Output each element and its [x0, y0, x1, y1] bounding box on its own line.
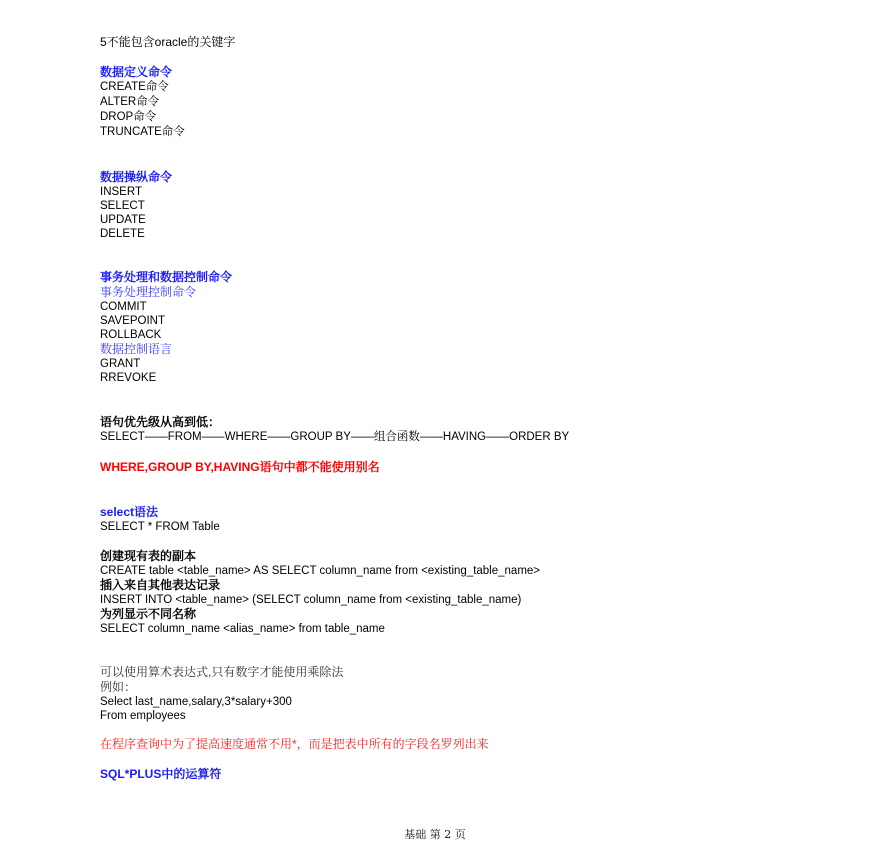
- insert-from-code: INSERT INTO <table_name> (SELECT column_name from <existing_table_name): [100, 594, 522, 606]
- dml-item: DELETE: [100, 228, 145, 240]
- star-note: 在程序查询中为了提高速度通常不用*，而是把表中所有的字段名罗列出来: [100, 737, 489, 751]
- example-label: 例如：: [100, 680, 137, 694]
- ddl-item: DROP命令: [100, 111, 157, 123]
- page-footer: 基础 第 2 页: [404, 828, 466, 841]
- priority-heading: 语句优先级从高到低：: [100, 415, 221, 429]
- select-syntax-heading: select语法: [100, 505, 159, 519]
- intro-line: 5不能包含oracle的关键字: [100, 35, 236, 49]
- dcl-item: GRANT: [100, 358, 141, 370]
- priority-text: SELECT——FROM——WHERE——GROUP BY——组合函数——HAVING——ORDER BY: [100, 431, 570, 443]
- dml-heading: 数据操纵命令: [100, 170, 173, 184]
- tx-subheading: 事务处理控制命令: [100, 285, 197, 299]
- ddl-item: TRUNCATE命令: [100, 126, 185, 138]
- ddl-item: ALTER命令: [100, 96, 160, 108]
- tx-item: SAVEPOINT: [100, 315, 165, 327]
- dcl-item: RREVOKE: [100, 372, 157, 384]
- dml-item: INSERT: [100, 186, 142, 198]
- ddl-heading: 数据定义命令: [100, 65, 173, 79]
- insert-from-heading: 插入来自其他表达记录: [100, 578, 221, 592]
- dml-item: SELECT: [100, 200, 145, 212]
- tx-item: ROLLBACK: [100, 329, 162, 341]
- select-syntax-code: SELECT * FROM Table: [100, 521, 220, 533]
- alias-warning: WHERE,GROUP BY,HAVING语句中都不能使用别名: [100, 460, 380, 474]
- copy-table-code: CREATE table <table_name> AS SELECT column_name from <existing_table_name>: [100, 565, 541, 577]
- ddl-item: CREATE命令: [100, 81, 169, 93]
- dcl-subheading: 数据控制语言: [100, 342, 173, 356]
- arith-note: 可以使用算术表达式,只有数字才能使用乘除法: [100, 665, 344, 679]
- arith-code: From employees: [100, 710, 186, 722]
- arith-code: Select last_name,salary,3*salary+300: [100, 696, 292, 708]
- copy-table-heading: 创建现有表的副本: [100, 549, 197, 563]
- alias-heading: 为列显示不同名称: [100, 607, 197, 621]
- tx-heading: 事务处理和数据控制命令: [100, 270, 233, 284]
- operators-heading: SQL*PLUS中的运算符: [100, 767, 222, 781]
- alias-code: SELECT column_name <alias_name> from table_name: [100, 623, 385, 635]
- dml-item: UPDATE: [100, 214, 146, 226]
- tx-item: COMMIT: [100, 301, 147, 313]
